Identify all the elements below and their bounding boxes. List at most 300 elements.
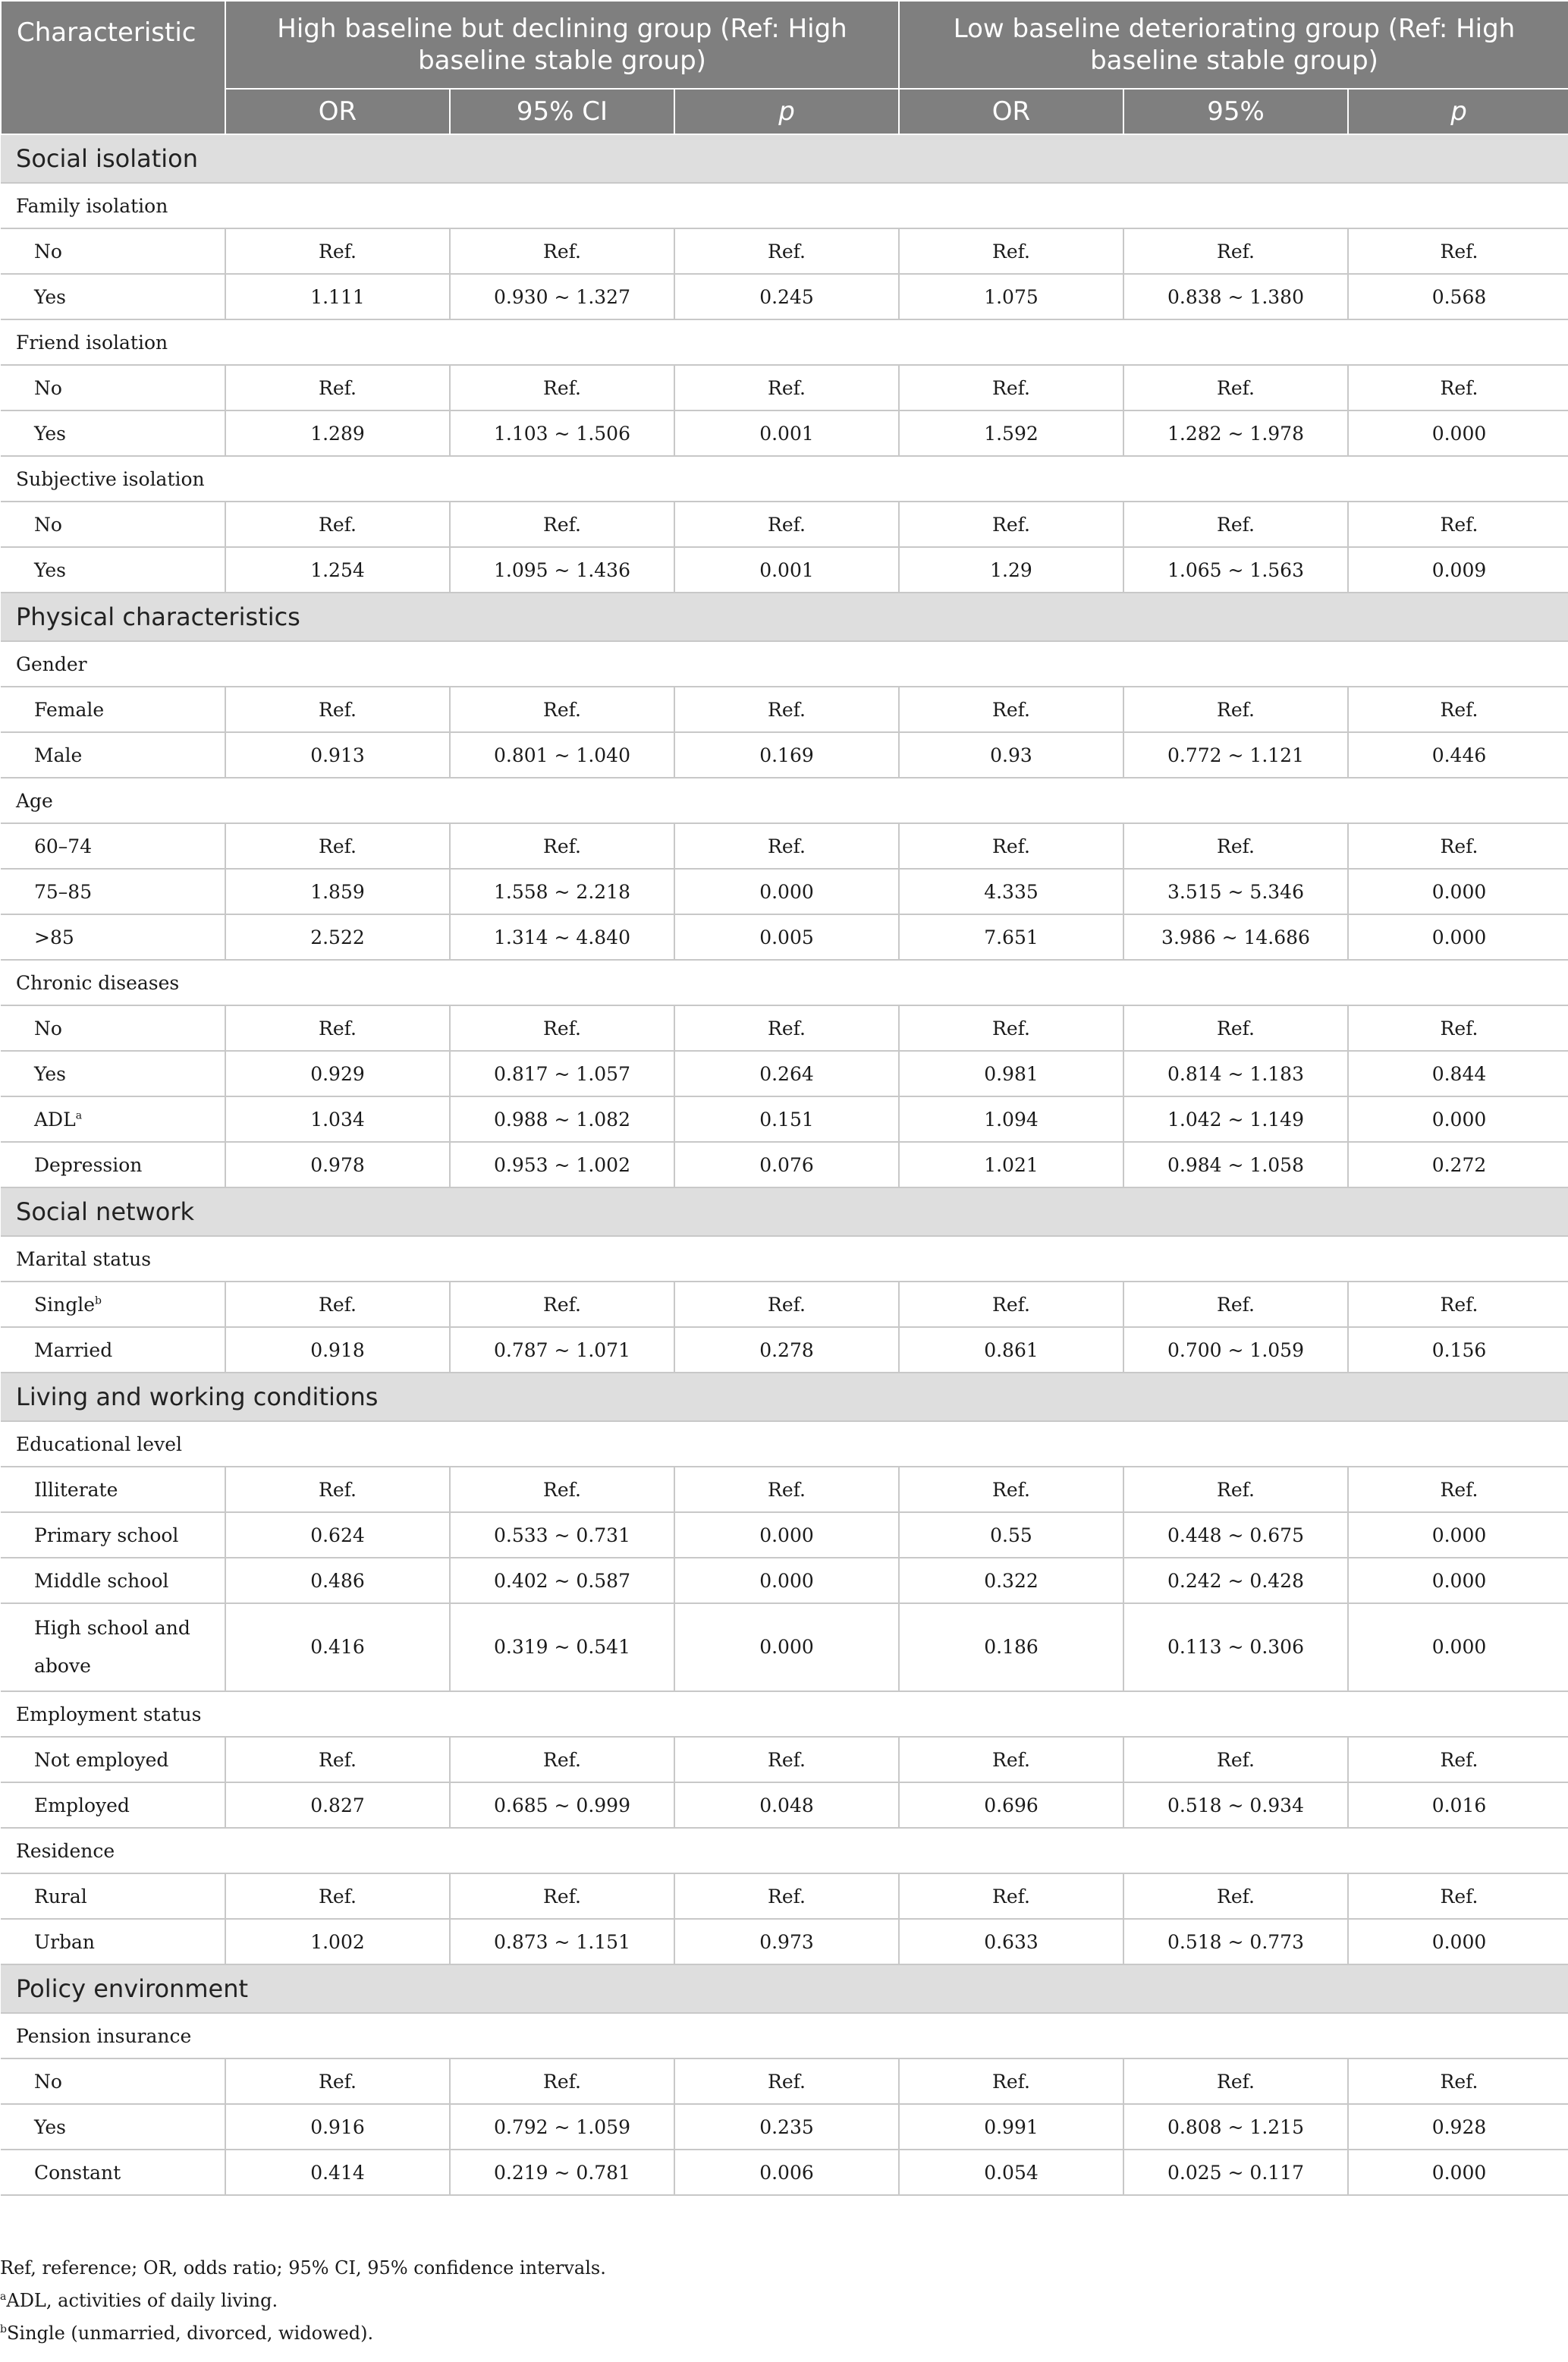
g2-p-cell: 0.844 (1348, 1051, 1568, 1096)
row-label (1, 2104, 225, 2150)
g1-p-cell: 0.264 (674, 1051, 899, 1096)
g1-p-cell: Ref. (674, 365, 899, 410)
g1-or-cell: Ref. (225, 228, 450, 274)
subgroup-title: Educational level (1, 1421, 1568, 1467)
g1-ci-cell: Ref. (450, 228, 674, 274)
table-row (1, 1467, 1568, 1512)
g1-p-cell: 0.000 (674, 1603, 899, 1691)
g2-p-cell: Ref. (1348, 1005, 1568, 1051)
subgroup-title: Gender (1, 641, 1568, 687)
g1-or-cell: 1.289 (225, 410, 450, 456)
g2-ci-cell: 0.025 ~ 0.117 (1123, 2150, 1348, 2195)
row-label (1, 1282, 225, 1327)
row-label-text: Illiterate (34, 1478, 118, 1501)
g1-ci-cell: 0.319 ~ 0.541 (450, 1603, 674, 1691)
table-row (1, 547, 1568, 593)
g1-or-cell: 0.827 (225, 1782, 450, 1828)
g2-or-cell: Ref. (899, 365, 1123, 410)
g2-or-cell: 1.094 (899, 1096, 1123, 1142)
table-row (1, 1873, 1568, 1919)
g1-p-cell: 0.245 (674, 274, 899, 319)
g2-ci-cell: Ref. (1123, 1282, 1348, 1327)
footnotes (0, 2253, 606, 2348)
g2-or-cell: 0.55 (899, 1512, 1123, 1558)
row-label-text: Yes (34, 285, 66, 308)
g2-ci-cell: 1.042 ~ 1.149 (1123, 1096, 1348, 1142)
g2-ci-cell: 3.986 ~ 14.686 (1123, 914, 1348, 960)
row-label-text: Female (34, 698, 105, 721)
table-row (1, 1142, 1568, 1187)
row-label-text: Yes (34, 1062, 66, 1085)
g1-p-cell: Ref. (674, 1005, 899, 1051)
g2-ci-cell: Ref. (1123, 1005, 1348, 1051)
row-label (1, 1005, 225, 1051)
row-label-text: 60–74 (34, 835, 93, 857)
g1-p-cell: Ref. (674, 687, 899, 732)
g2-p-cell: 0.000 (1348, 410, 1568, 456)
g1-p-cell: Ref. (674, 1737, 899, 1782)
subgroup-title: Pension insurance (1, 2013, 1568, 2058)
g1-or-cell: Ref. (225, 687, 450, 732)
g1-ci-cell: Ref. (450, 823, 674, 869)
g2-p-cell: 0.000 (1348, 1096, 1568, 1142)
g1-p-cell: Ref. (674, 1467, 899, 1512)
g1-or-cell: 0.916 (225, 2104, 450, 2150)
subgroup-row (1, 778, 1568, 823)
g1-p-cell: 0.151 (674, 1096, 899, 1142)
table-row (1, 1282, 1568, 1327)
row-label-text: Constant (34, 2161, 121, 2184)
g1-ci-cell: Ref. (450, 687, 674, 732)
subgroup-title: Family isolation (1, 183, 1568, 228)
g2-p-cell: 0.000 (1348, 1558, 1568, 1603)
footnote-b (0, 2315, 606, 2348)
g2-ci-cell: 0.518 ~ 0.934 (1123, 1782, 1348, 1828)
g1-ci-cell: 1.314 ~ 4.840 (450, 914, 674, 960)
g2-ci-cell: 0.838 ~ 1.380 (1123, 274, 1348, 319)
subgroup-title: Employment status (1, 1691, 1568, 1737)
g1-p-cell: Ref. (674, 1873, 899, 1919)
table-row (1, 1919, 1568, 1964)
g2-or-cell: 1.29 (899, 547, 1123, 593)
g2-p-header: p (1348, 89, 1568, 134)
row-label (1, 274, 225, 319)
g1-p-cell: 0.001 (674, 410, 899, 456)
row-label (1, 228, 225, 274)
g1-ci-cell: Ref. (450, 2058, 674, 2104)
subgroup-row (1, 960, 1568, 1005)
g2-ci-cell: 1.282 ~ 1.978 (1123, 410, 1348, 456)
g1-or-cell: Ref. (225, 823, 450, 869)
row-label (1, 1096, 225, 1142)
row-label (1, 869, 225, 914)
row-label (1, 365, 225, 410)
row-label (1, 1512, 225, 1558)
section-row (1, 1187, 1568, 1236)
g1-p-cell: 0.000 (674, 869, 899, 914)
g2-p-cell: 0.446 (1348, 732, 1568, 778)
table-row (1, 1005, 1568, 1051)
footnote-marker: a (75, 1109, 83, 1122)
row-label-text: No (34, 513, 62, 536)
g1-ci-cell: 0.817 ~ 1.057 (450, 1051, 674, 1096)
row-label-text: Middle school (34, 1569, 169, 1592)
g1-or-cell: Ref. (225, 1737, 450, 1782)
g2-ci-cell: Ref. (1123, 365, 1348, 410)
row-label (1, 1327, 225, 1373)
row-label (1, 1051, 225, 1096)
g1-p-cell: Ref. (674, 2058, 899, 2104)
subgroup-row (1, 1236, 1568, 1282)
g2-ci-cell: 0.808 ~ 1.215 (1123, 2104, 1348, 2150)
g1-ci-cell: 0.801 ~ 1.040 (450, 732, 674, 778)
table-row (1, 914, 1568, 960)
row-label (1, 1558, 225, 1603)
g1-or-cell: Ref. (225, 1873, 450, 1919)
section-row (1, 134, 1568, 183)
g2-ci-cell: Ref. (1123, 502, 1348, 547)
row-label (1, 1873, 225, 1919)
g2-p-cell: Ref. (1348, 2058, 1568, 2104)
g1-ci-cell: 0.685 ~ 0.999 (450, 1782, 674, 1828)
g1-ci-cell: Ref. (450, 1005, 674, 1051)
g2-ci-cell: 3.515 ~ 5.346 (1123, 869, 1348, 914)
g1-or-cell: Ref. (225, 1282, 450, 1327)
g2-or-cell: 7.651 (899, 914, 1123, 960)
g2-or-cell: Ref. (899, 823, 1123, 869)
g1-p-cell: Ref. (674, 502, 899, 547)
footnote-a-mark: a (0, 2291, 7, 2303)
g1-ci-cell: 1.103 ~ 1.506 (450, 410, 674, 456)
g2-ci-cell: 0.772 ~ 1.121 (1123, 732, 1348, 778)
g2-ci-cell: 0.814 ~ 1.183 (1123, 1051, 1348, 1096)
row-label-text: High school and above (34, 1617, 190, 1677)
characteristic-header: Characteristic (1, 1, 225, 134)
row-label-text: Rural (34, 1885, 87, 1908)
g2-p-cell: 0.000 (1348, 1919, 1568, 1964)
g2-ci-header: 95% (1123, 89, 1348, 134)
g2-or-cell: 0.981 (899, 1051, 1123, 1096)
row-label-text: >85 (34, 926, 74, 948)
g2-ci-cell: 0.448 ~ 0.675 (1123, 1512, 1348, 1558)
g1-ci-cell: Ref. (450, 1467, 674, 1512)
table-row (1, 1737, 1568, 1782)
table-row (1, 1782, 1568, 1828)
g1-or-cell: 2.522 (225, 914, 450, 960)
g1-ci-cell: 1.558 ~ 2.218 (450, 869, 674, 914)
section-row (1, 1964, 1568, 2013)
g2-ci-cell: Ref. (1123, 2058, 1348, 2104)
g2-or-cell: 1.021 (899, 1142, 1123, 1187)
subgroup-title: Friend isolation (1, 319, 1568, 365)
g2-or-cell: Ref. (899, 1005, 1123, 1051)
g2-or-cell: 1.592 (899, 410, 1123, 456)
table-row (1, 1558, 1568, 1603)
g1-p-cell: 0.235 (674, 2104, 899, 2150)
subgroup-row (1, 183, 1568, 228)
g1-or-cell: 0.913 (225, 732, 450, 778)
row-label (1, 1142, 225, 1187)
g2-ci-cell: Ref. (1123, 1873, 1348, 1919)
g1-ci-cell: 0.792 ~ 1.059 (450, 2104, 674, 2150)
g1-ci-cell: 0.873 ~ 1.151 (450, 1919, 674, 1964)
row-label (1, 1603, 225, 1691)
table-row (1, 823, 1568, 869)
g2-or-cell: 0.861 (899, 1327, 1123, 1373)
row-label-text: Male (34, 744, 83, 766)
g2-or-cell: 0.322 (899, 1558, 1123, 1603)
g1-p-cell: 0.169 (674, 732, 899, 778)
row-label-text: Yes (34, 422, 66, 445)
g2-p-cell: Ref. (1348, 365, 1568, 410)
g1-ci-cell: 0.988 ~ 1.082 (450, 1096, 674, 1142)
g2-p-cell: Ref. (1348, 502, 1568, 547)
g1-p-cell: Ref. (674, 1282, 899, 1327)
g2-p-cell: Ref. (1348, 1873, 1568, 1919)
subgroup-row (1, 1421, 1568, 1467)
g2-p-cell: 0.000 (1348, 869, 1568, 914)
g2-ci-cell: Ref. (1123, 1737, 1348, 1782)
g2-or-cell: 1.075 (899, 274, 1123, 319)
table-row (1, 2150, 1568, 2195)
g1-p-cell: 0.000 (674, 1512, 899, 1558)
g2-or-cell: Ref. (899, 1282, 1123, 1327)
row-label (1, 1919, 225, 1964)
row-label-text: Primary school (34, 1524, 179, 1546)
g1-or-cell: 1.254 (225, 547, 450, 593)
table-row (1, 1327, 1568, 1373)
g1-p-cell: Ref. (674, 823, 899, 869)
table-row (1, 502, 1568, 547)
g2-or-cell: Ref. (899, 1737, 1123, 1782)
table-row (1, 228, 1568, 274)
g1-p-cell: Ref. (674, 228, 899, 274)
g2-p-cell: Ref. (1348, 823, 1568, 869)
table-row (1, 365, 1568, 410)
g2-p-cell: Ref. (1348, 1737, 1568, 1782)
g1-p-cell: 0.048 (674, 1782, 899, 1828)
group1-header: High baseline but declining group (Ref: High baseline stable group) (225, 1, 899, 89)
table-row (1, 1512, 1568, 1558)
row-label-text: 75–85 (34, 880, 93, 903)
g2-or-cell: 4.335 (899, 869, 1123, 914)
row-label (1, 547, 225, 593)
g2-or-cell: Ref. (899, 687, 1123, 732)
g2-ci-cell: Ref. (1123, 823, 1348, 869)
g1-ci-cell: 0.953 ~ 1.002 (450, 1142, 674, 1187)
table-row (1, 1603, 1568, 1691)
g2-ci-cell: 0.113 ~ 0.306 (1123, 1603, 1348, 1691)
row-label-text: Not employed (34, 1748, 169, 1771)
g2-or-cell: Ref. (899, 502, 1123, 547)
table-header (1, 1, 1568, 134)
g2-ci-cell: 1.065 ~ 1.563 (1123, 547, 1348, 593)
g1-p-cell: 0.278 (674, 1327, 899, 1373)
g2-ci-cell: 0.242 ~ 0.428 (1123, 1558, 1348, 1603)
g2-p-cell: 0.000 (1348, 2150, 1568, 2195)
table-row (1, 1051, 1568, 1096)
g1-or-cell: 0.414 (225, 2150, 450, 2195)
g1-p-header: p (674, 89, 899, 134)
row-label-text: Depression (34, 1153, 143, 1176)
g1-or-cell: 0.978 (225, 1142, 450, 1187)
table-row (1, 732, 1568, 778)
g1-or-cell: 0.918 (225, 1327, 450, 1373)
row-label-text: No (34, 240, 62, 263)
g1-ci-cell: Ref. (450, 502, 674, 547)
subgroup-row (1, 1691, 1568, 1737)
row-label-text: Urban (34, 1930, 96, 1953)
g1-or-cell: 0.929 (225, 1051, 450, 1096)
g1-ci-cell: Ref. (450, 1737, 674, 1782)
row-label (1, 2058, 225, 2104)
g1-or-cell: 0.416 (225, 1603, 450, 1691)
row-label-text: No (34, 1017, 62, 1039)
row-label-text: Employed (34, 1794, 130, 1816)
g2-p-cell: Ref. (1348, 1282, 1568, 1327)
subgroup-row (1, 319, 1568, 365)
g1-ci-cell: 0.787 ~ 1.071 (450, 1327, 674, 1373)
g1-or-header: OR (225, 89, 450, 134)
g2-p-cell: 0.000 (1348, 914, 1568, 960)
subgroup-row (1, 641, 1568, 687)
subgroup-title: Marital status (1, 1236, 1568, 1282)
g2-p-cell: Ref. (1348, 687, 1568, 732)
row-label-text: Single (34, 1293, 96, 1316)
section-title: Social isolation (1, 134, 1568, 183)
g2-or-cell: 0.633 (899, 1919, 1123, 1964)
section-row (1, 1373, 1568, 1421)
table-body (1, 134, 1568, 2195)
g2-or-cell: 0.186 (899, 1603, 1123, 1691)
g1-ci-cell: 0.930 ~ 1.327 (450, 274, 674, 319)
g1-or-cell: 0.486 (225, 1558, 450, 1603)
table-row (1, 274, 1568, 319)
g1-p-cell: 0.006 (674, 2150, 899, 2195)
row-label (1, 1782, 225, 1828)
footnote-marker: b (95, 1294, 102, 1307)
g2-p-cell: 0.000 (1348, 1603, 1568, 1691)
g2-or-header: OR (899, 89, 1123, 134)
row-label (1, 2150, 225, 2195)
subgroup-title: Subjective isolation (1, 456, 1568, 502)
g1-ci-cell: 0.402 ~ 0.587 (450, 1558, 674, 1603)
g2-ci-cell: Ref. (1123, 687, 1348, 732)
g2-p-cell: 0.009 (1348, 547, 1568, 593)
row-label-text: ADL (34, 1108, 76, 1131)
section-title: Policy environment (1, 1964, 1568, 2013)
section-title: Living and working conditions (1, 1373, 1568, 1421)
g2-p-cell: 0.016 (1348, 1782, 1568, 1828)
row-label (1, 687, 225, 732)
footnote-b-mark: b (0, 2323, 7, 2335)
g2-or-cell: 0.696 (899, 1782, 1123, 1828)
subgroup-title: Residence (1, 1828, 1568, 1873)
g2-or-cell: Ref. (899, 1873, 1123, 1919)
g1-or-cell: Ref. (225, 2058, 450, 2104)
row-label-text: No (34, 376, 62, 399)
row-label (1, 823, 225, 869)
row-label-text: No (34, 2070, 62, 2093)
g1-ci-cell: 1.095 ~ 1.436 (450, 547, 674, 593)
table-row (1, 869, 1568, 914)
g1-ci-cell: 0.219 ~ 0.781 (450, 2150, 674, 2195)
footnote-a-text: ADL, activities of daily living. (6, 2290, 278, 2311)
section-row (1, 593, 1568, 641)
g1-or-cell: Ref. (225, 1005, 450, 1051)
g2-ci-cell: 0.984 ~ 1.058 (1123, 1142, 1348, 1187)
row-label (1, 732, 225, 778)
g2-p-cell: 0.272 (1348, 1142, 1568, 1187)
section-title: Physical characteristics (1, 593, 1568, 641)
g2-ci-cell: Ref. (1123, 228, 1348, 274)
table-row (1, 687, 1568, 732)
g2-p-cell: 0.928 (1348, 2104, 1568, 2150)
table-row (1, 2104, 1568, 2150)
g1-ci-cell: Ref. (450, 1873, 674, 1919)
g1-p-cell: 0.076 (674, 1142, 899, 1187)
subgroup-row (1, 1828, 1568, 1873)
group2-header: Low baseline deteriorating group (Ref: High baseline stable group) (899, 1, 1568, 89)
footnote-main: Ref, reference; OR, odds ratio; 95% CI, 95% confidence intervals. (0, 2257, 606, 2279)
g2-p-cell: 0.000 (1348, 1512, 1568, 1558)
g2-p-cell: Ref. (1348, 1467, 1568, 1512)
g2-ci-cell: 0.518 ~ 0.773 (1123, 1919, 1348, 1964)
row-label (1, 914, 225, 960)
row-label-text: Married (34, 1338, 113, 1361)
g2-or-cell: Ref. (899, 1467, 1123, 1512)
g2-ci-cell: Ref. (1123, 1467, 1348, 1512)
row-label (1, 1467, 225, 1512)
table-row (1, 410, 1568, 456)
g2-p-cell: 0.156 (1348, 1327, 1568, 1373)
g2-ci-cell: 0.700 ~ 1.059 (1123, 1327, 1348, 1373)
g1-or-cell: Ref. (225, 1467, 450, 1512)
g2-p-cell: Ref. (1348, 228, 1568, 274)
g1-p-cell: 0.001 (674, 547, 899, 593)
g2-or-cell: Ref. (899, 2058, 1123, 2104)
g1-ci-cell: 0.533 ~ 0.731 (450, 1512, 674, 1558)
g1-or-cell: 1.111 (225, 274, 450, 319)
g2-or-cell: 0.991 (899, 2104, 1123, 2150)
section-title: Social network (1, 1187, 1568, 1236)
row-label (1, 410, 225, 456)
g2-or-cell: 0.054 (899, 2150, 1123, 2195)
g1-ci-cell: Ref. (450, 365, 674, 410)
table-row (1, 1096, 1568, 1142)
g2-or-cell: 0.93 (899, 732, 1123, 778)
g2-or-cell: Ref. (899, 228, 1123, 274)
g1-p-cell: 0.005 (674, 914, 899, 960)
subgroup-title: Age (1, 778, 1568, 823)
subgroup-row (1, 456, 1568, 502)
g1-ci-header: 95% CI (450, 89, 674, 134)
g1-or-cell: Ref. (225, 365, 450, 410)
g1-or-cell: 1.034 (225, 1096, 450, 1142)
table-row (1, 2058, 1568, 2104)
subgroup-title: Chronic diseases (1, 960, 1568, 1005)
footnote-a (0, 2282, 606, 2315)
g1-p-cell: 0.973 (674, 1919, 899, 1964)
g1-ci-cell: Ref. (450, 1282, 674, 1327)
g1-or-cell: 1.859 (225, 869, 450, 914)
row-label (1, 502, 225, 547)
g1-or-cell: Ref. (225, 502, 450, 547)
g1-p-cell: 0.000 (674, 1558, 899, 1603)
row-label-text: Yes (34, 558, 66, 581)
row-label-text: Yes (34, 2115, 66, 2138)
subgroup-row (1, 2013, 1568, 2058)
